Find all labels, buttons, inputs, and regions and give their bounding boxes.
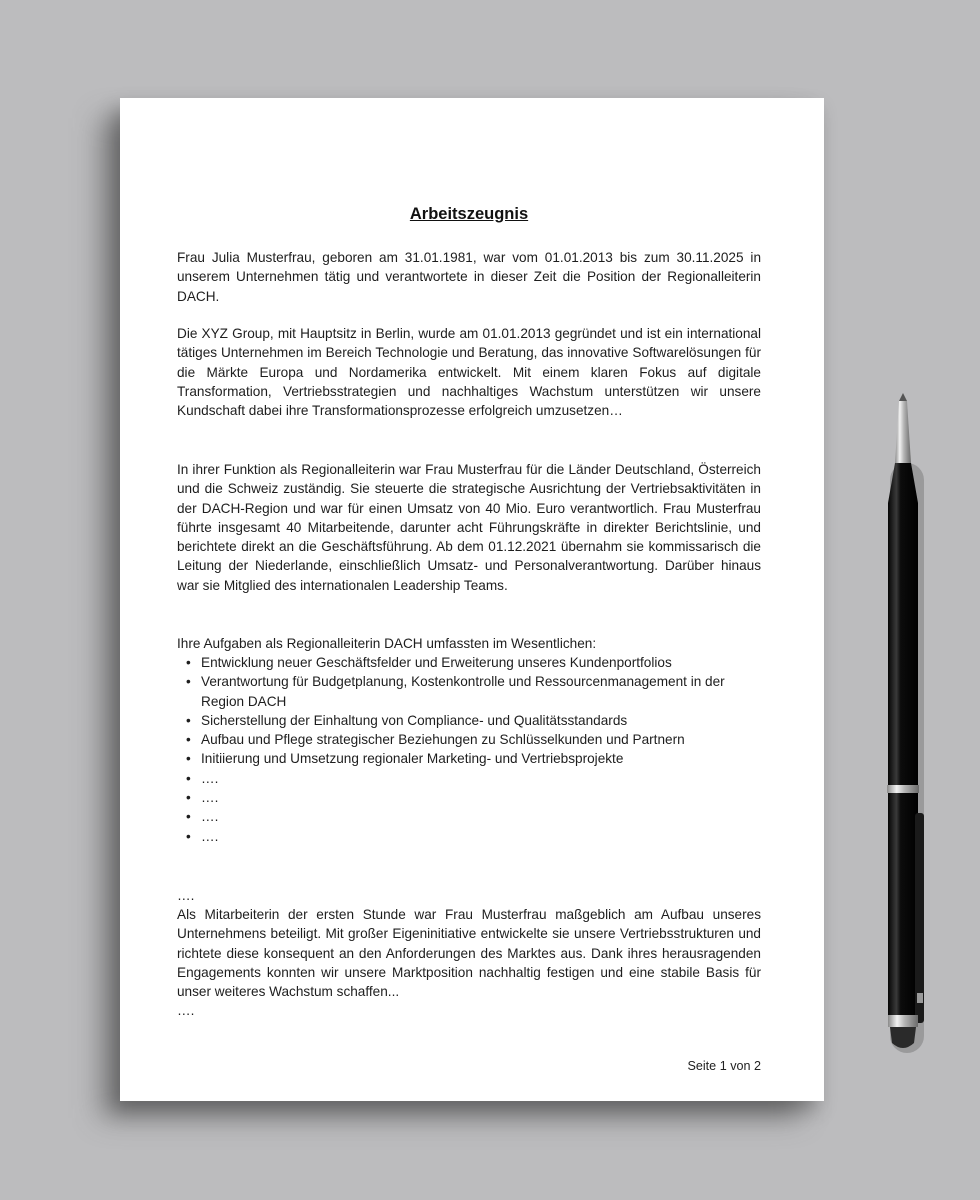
bullet-icon: • xyxy=(186,712,191,728)
list-item xyxy=(177,653,761,672)
task-text: …. xyxy=(201,770,219,786)
task-text: Sicherstellung der Einhaltung von Compliance- und Qualitätsstandards xyxy=(201,712,628,728)
document-title: Arbeitszeugnis xyxy=(409,205,529,223)
list-item xyxy=(177,827,761,846)
bullet-icon: • xyxy=(186,751,191,767)
bullet-icon: • xyxy=(186,770,191,786)
task-text: …. xyxy=(201,790,219,806)
list-item xyxy=(177,711,761,730)
bullet-icon: • xyxy=(186,674,191,690)
list-item xyxy=(177,788,761,807)
bullet-icon: • xyxy=(186,790,191,806)
pen-icon xyxy=(880,393,926,1063)
tasks-intro: Ihre Aufgaben als Regionalleiterin DACH umfassten im Wesentlichen: xyxy=(177,636,597,651)
task-text: …. xyxy=(201,809,219,825)
role-paragraph: In ihrer Funktion als Regionalleiterin war Frau Musterfrau für die Länder Deutschland, Österreich und die Schweiz zuständig. Sie steuerte die strategische Ausrichtung der Vertriebsaktivitäten in der DACH-Region und war für einen Umsatz von 40 Mio. Euro verantwortlich. Frau Musterfrau führte insgesamt 40 Mitarbeitende, darunter acht Führungskräfte in direkter Berichtslinie, und berichtete direkt an die Geschäftsführung. Ab dem 01.12.2021 übernahm sie kommissarisch die Leitung der Niederlande, einschließlich Umsatz- und Personalverantwortung. Darüber hinaus war sie Mitglied des internationalen Leadership Teams. xyxy=(177,462,761,593)
list-item xyxy=(177,730,761,749)
tasks-list xyxy=(177,653,761,846)
list-item xyxy=(177,769,761,788)
list-item xyxy=(177,749,761,768)
bullet-icon: • xyxy=(186,828,191,844)
document-page xyxy=(120,98,824,1101)
company-paragraph: Die XYZ Group, mit Hauptsitz in Berlin, wurde am 01.01.2013 gegründet und ist ein international tätiges Unternehmen im Bereich Technologie und Beratung, das innovative Softwarelösungen für die Märkte Europa und Nordamerika entwickelt. Mit einem klaren Fokus auf digitale Transformation, Vertriebsstrategien und nachhaltiges Wachstum unterstützen wir unsere Kundschaft dabei ihre Transformationsprozesse erfolgreich umzusetzen… xyxy=(177,326,761,419)
bullet-icon: • xyxy=(186,809,191,825)
bullet-icon: • xyxy=(186,732,191,748)
closing-paragraph: Als Mitarbeiterin der ersten Stunde war Frau Musterfrau maßgeblich am Aufbau unseres Unternehmens beteiligt. Mit großer Eigeninitiative entwickelte sie unsere Vertriebsstrukturen und richtete diese konsequent an den Anforderungen des Marktes aus. Dank ihres herausragenden Engagements konnten wir unsere Marktposition nachhaltig festigen und eine stabile Basis für unser weiteres Wachstum schaffen... xyxy=(177,907,761,1000)
task-text: Initiierung und Umsetzung regionaler Marketing- und Vertriebsprojekte xyxy=(201,751,624,767)
task-text: Verantwortung für Budgetplanung, Kostenkontrolle und Ressourcenmanagement in der Region DACH xyxy=(201,674,725,709)
list-item xyxy=(177,807,761,826)
page-indicator: Seite 1 von 2 xyxy=(687,1059,761,1073)
task-text: …. xyxy=(201,828,219,844)
list-item xyxy=(177,672,761,711)
ellipsis-after: …. xyxy=(177,1003,195,1018)
ellipsis-before: …. xyxy=(177,888,195,903)
intro-paragraph: Frau Julia Musterfrau, geboren am 31.01.1981, war vom 01.01.2013 bis zum 30.11.2025 in unserem Unternehmen tätig und verantwortete in dieser Zeit die Position der Regionalleiterin DACH. xyxy=(177,250,761,304)
task-text: Aufbau und Pflege strategischer Beziehungen zu Schlüsselkunden und Partnern xyxy=(201,732,685,748)
task-text: Entwicklung neuer Geschäftsfelder und Erweiterung unseres Kundenportfolios xyxy=(201,655,672,670)
bullet-icon: • xyxy=(186,655,191,670)
